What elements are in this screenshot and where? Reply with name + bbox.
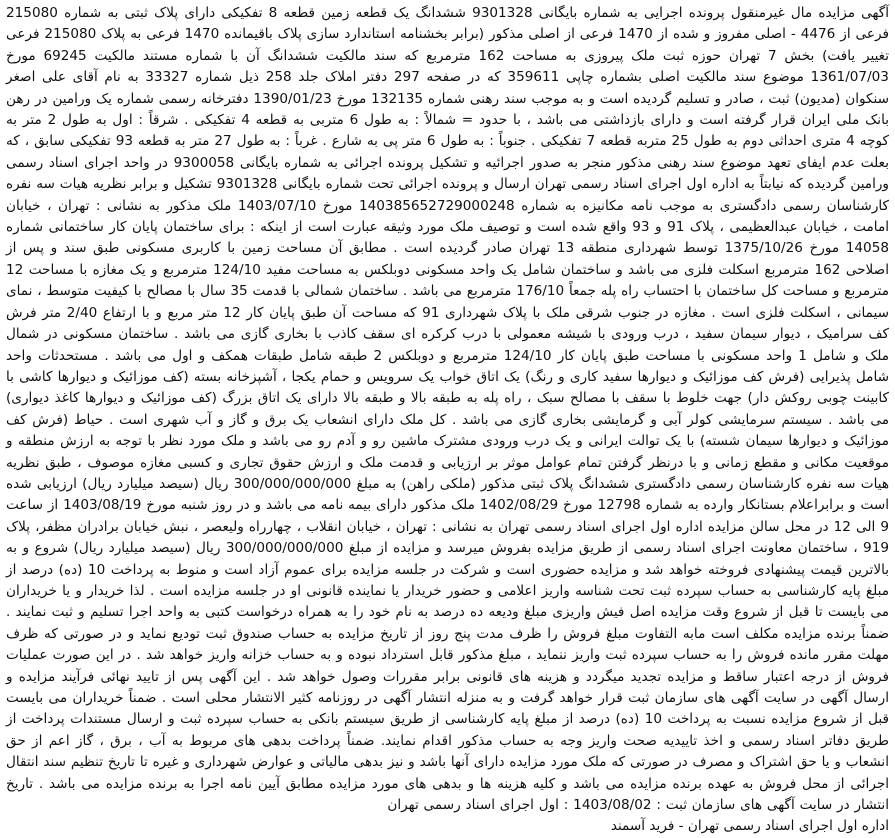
auction-notice-body: آگهی مزایده مال غیرمنقول پرونده اجرایی به شماره بایگانی 9301328 ششدانگ یک قطعه زمین قطعه 8 تفکیکی دارای پلاک ثبتی به شماره 215080 فرعی از 4476 - اصلی مفروز و شده از 1470 فرعی از اصلی مذکور (برابر بخشنامه استاندارد سازی پلاک باقیمانده 1470 فرعی به پلاک 215080 فرعی تغییر یافت) بخش 7 تهران حوزه ثبت ملک پیروزی به مساحت 162 مترمربع که سند مالکیت ششدانگ آن با شماره مستند مالکیت 69245 مورخ 1361/07/03 موضوع سند مالکیت اصلی بشماره چاپی 359611 که در صفحه 297 دفتر املاک جلد 258 ذیل شماره 33327 به نام آقای علی اصغر سنکوان (مدیون) ثبت ، صادر و تسلیم گردیده است و به موجب سند رهنی شماره 132135 مورخ 1390/01/23 دفترخانه رسمی شماره یک ورامین در رهن بانک ملی ایران قرار گرفته است و دارای بازداشتی می باشد ، با حدود = شمالاً : به طول 6 متربی به قطعه 4 تفکیکی . شرقاً : اول به طول 2 متر به کوچه 4 متری احداثی دوم به طول 25 متربه قطعه 7 تفکیکی . جنوباً : به طول 6 متر پی به شارع . غرباً : به طول 27 متر به قطعه 93 تفکیکی سابق ، که بعلت عدم ایفای تعهد موضوع سند رهنی مذکور منجر به صدور اجرائیه و تشکیل پرونده اجرائی به شماره بایگانی 9300058 در واحد اجرای اسناد رسمی ورامین گردیده که نیابتاً به اداره اول اجرای اسناد رسمی تهران ارسال و پرونده اجرائی تحت شماره بایگانی 9301328 تشکیل و برابر نظریه هیات سه نفره کارشناسان رسمی دادگستری به موجب نامه مکانیزه به شماره 140385652729000248 مورخ 1403/07/10 ملک مذکور به نشانی : تهران ، خیابان امامت ، خیابان عبدالعظیمی ، پلاک 91 و 93 واقع شده است و توصیف ملک مورد وثیقه عبارت است از اینکه : برای ساختمان پایان کار ساختمانی شماره 14058 مورخ 1375/10/26 توسط شهرداری منطقه 13 تهران صادر گردیده است . مطابق آن مساحت زمین با کاربری مسکونی طبق سند و پس از اصلاحی 162 مترمربع اسکلت فلزی می باشد و ساختمان شامل یک واحد مسکونی دوبلکس به مساحت مفید 124/10 مترمربع و یک مغازه با مساحت 12 مترمربع و مساحت کل ساختمان با احتساب راه پله جمعاً 176/10 مترمربع می باشد . ساختمان شمالی با قدمت 35 سال با مصالح با کیفیت متوسط ، نمای سیمانی ، اسکلت فلزی است . مغازه در جنوب شرقی ملک با پلاک شهرداری 91 که مساحت آن طبق پایان کار 12 متر مربع و با ارتفاع 2/40 متر فرش کف سرامیک ، دیوار سیمان سفید ، درب ورودی با شیشه معمولی با درب کرکره ای سقف کاذب با بخاری گازی می باشد . ساختمان مسکونی در شمال ملک و شامل 1 واحد مسکونی با مساحت طبق پایان کار 124/10 مترمربع و دوبلکس 2 طبقه شامل طبقات همکف و اول می باشد . مستحدثات واحد شامل پذیرایی (فرش کف موزائیک و دیوارها سفید کاری و رنگ) یک اتاق خواب یک سرویس و حمام یکجا ، آشپزخانه بسته (کف موزائیک و دیوارها کاشی با کابینت چوبی روکش دار) جهت خلوط با سقف با مصالح سبک ، راه پله به طبقه بالا و طبقه بالا دارای یک اتاق بزرگ (کف موزائیک و دیوارها کاغذ دیواری) می باشد . سیستم سرمایشی کولر آبی و گرمایشی بخاری گازی می باشد . کل ملک دارای انشعاب یک برق و گاز و آب شهری است . حیاط (فرش کف موزائیک و دیوارها سیمان شسته) با یک توالت ایرانی و یک درب ورودی مشترک ماشین رو و آدم رو می باشد و ملک مورد نظر با توجه به ارزش منطقه و موقعیت مکانی و مقطع زمانی و با درنظر گرفتن تمام عوامل موثر بر ارزیابی و قدمت ملک و ارزش حقوق تجاری و کسبی مغازه موصوف ، طبق نظریه هیات سه نفره کارشناسان رسمی دادگستری ششدانگ پلاک ثبتی مذکور (ملکی راهن) به مبلغ 300/000/000/000 ریال (سیصد میلیارد ریال) ارزیابی شده است و برابراعلام بستانکار وارده به شماره 12798 مورخ 1402/08/29 ملک مذکور دارای بیمه نامه می باشد و در روز شنبه مورخ 1403/08/19 از ساعت 9 الی 12 در محل سالن مزایده اداره اول اجرای اسناد رسمی تهران به نشانی : تهران ، خیابان انقلاب ، چهارراه ولیعصر ، نبش خیابان برادران مظفر، پلاک 919 ، ساختمان معاونت اجرای اسناد رسمی از طریق مزایده بفروش میرسد و مزایده از مبلغ 300/000/000/000 ریال (سیصد میلیارد ریال) شروع و به بالاترین قیمت پیشنهادی فروخته خواهد شد و مزایده حضوری است و شرکت در جلسه مزایده برای عموم آزاد است و منوط به پرداخت 10 (ده) درصد از مبلغ پایه کارشناسی به حساب سپرده ثبت تحت شناسه واریز اعلامی و حضور خریدار یا نماینده قانونی او در جلسه مزایده است . لذا خریدار و یا خریداران می بایست تا قبل از شروع وقت مزایده اصل فیش واریزی مبلغ ودیعه ده درصد به نام خود را به همراه درخواست کتبی به واحد اجرا تسلیم و ثبت نمایند . ضمناً برنده مزایده مکلف است مابه التفاوت مبلغ فروش را ظرف مدت پنج روز از تاریخ مزایده به حساب صندوق ثبت تودیع نماید و در صورتی که ظرف مهلت مقرر مانده فروش را به حساب سپرده ثبت واریز ننماید ، مبلغ مذکور قابل استرداد نبوده و به حساب خزانه واریز خواهد شد . در این صورت عملیات فروش از درجه اعتبار ساقط و مزایده تجدید میگردد و هزینه های قانونی برابر مقررات وصول خواهد شد . این آگهی پس از تایید نهائی فرآیند مزایده و ارسال آگهی در سایت آگهی های سازمان ثبت قرار خواهد گرفت و به منزله انتشار آگهی در روزنامه کثیر الانتشار محلی است . ضمناً خریداران می بایست قبل از شروع مزایده نسبت به پرداخت 10 (ده) درصد از مبلغ پایه کارشناسی از طریق سیستم بانکی به حساب سپرده ثبت و ارسال مستندات پرداخت از طریق دفاتر اسناد رسمی و اخذ تاییدیه صحت واریز وجه به حساب مذکور اقدام نمایند. ضمناً پرداخت بدهی های مربوط به آب ، برق ، گاز اعم از حق انشعاب و یا حق اشتراک و مصرف در صورتی که ملک مورد مزایده دارای آنها باشد و نیز بدهی مالیاتی و عوارض شهرداری و غیره تا تاریخ تنظیم سند انتقال اجرائی از محل فروش به عهده برنده مزایده می باشد و کلیه هزینه ها و بدهی های مورد مزایده مطابق آیین نامه اجرا به برنده مزایده می باشد . تاریخ انتشار در سایت آگهی های سازمان ثبت : 1403/08/02 : اول اجرای اسناد رسمی تهران xyxy=(6,5,890,814)
notice-signature: اداره اول اجرای اسناد رسمی تهران - فرید آسمند xyxy=(610,818,889,835)
